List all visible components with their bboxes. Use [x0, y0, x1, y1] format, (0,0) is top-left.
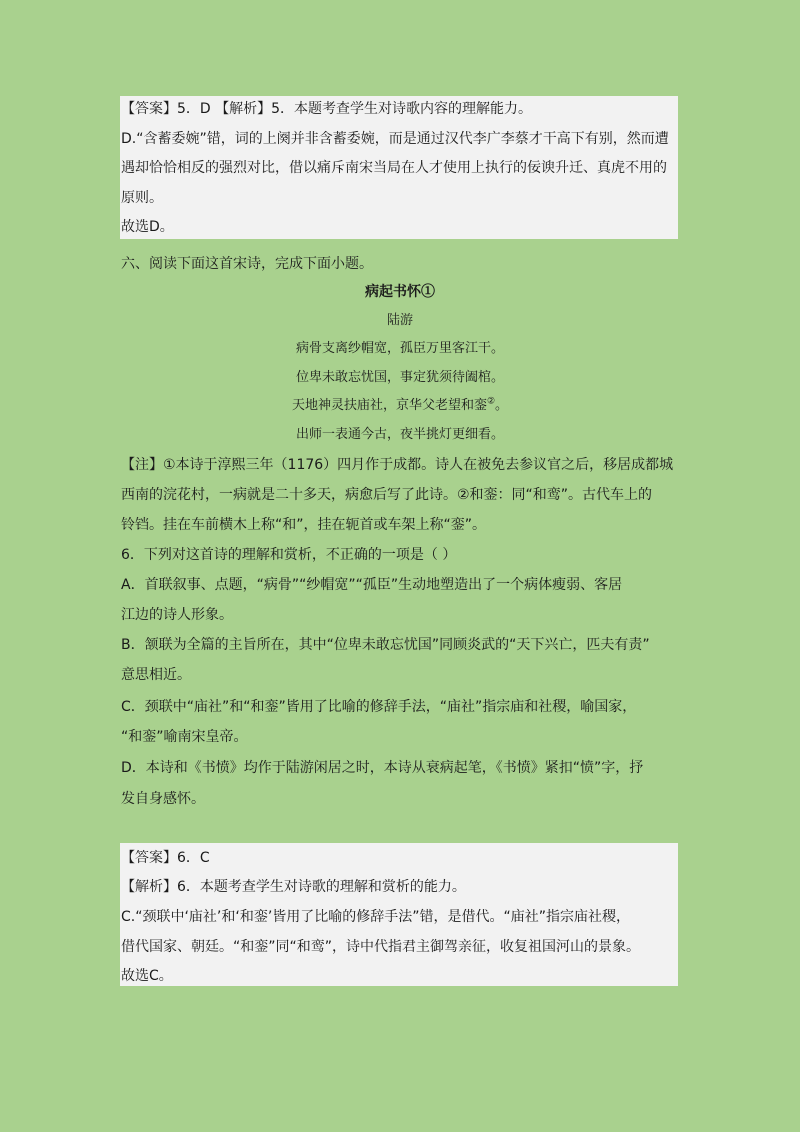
poem-title: 病起书怀① — [365, 284, 435, 300]
option-a-line2: 江边的诗人形象。 — [121, 607, 233, 623]
answer6-line2: 【解析】6．本题考查学生对诗歌的理解和赏析的能力。 — [121, 879, 466, 895]
section6-intro: 六、阅读下面这首宋诗，完成下面小题。 — [121, 256, 373, 272]
note-line-3: 铃铛。挂在车前横木上称“和”，挂在轭首或车架上称“銮”。 — [121, 517, 487, 533]
poem-line-3-text: 天地神灵扶庙社，京华父老望和銮 — [291, 398, 487, 413]
answer6-line1: 【答案】6．C — [121, 850, 210, 866]
answer5-line1: 【答案】5．D 【解析】5．本题考查学生对诗歌内容的理解能力。 — [121, 101, 533, 117]
option-c-line1: C．颈联中“庙社”和“和銮”皆用了比喻的修辞手法，“庙社”指宗庙和社稷，喻国家， — [121, 699, 637, 715]
poem-line-3 — [0, 396, 800, 416]
option-d-line1: D．本诗和《书愤》均作于陆游闲居之时，本诗从衰病起笔，《书愤》紧扣“愤”字，抒 — [121, 760, 644, 776]
poem-line-4: 出师一表通今古，夜半挑灯更细看。 — [295, 427, 504, 442]
question6-stem: 6．下列对这首诗的理解和赏析，不正确的一项是（ ） — [121, 547, 457, 563]
note-line-2: 西南的浣花村，一病就是二十多天，病愈后写了此诗。②和銮：同“和鸾”。古代车上的 — [121, 487, 653, 503]
poem-line-2: 位卑未敢忘忧国，事定犹须待阖棺。 — [295, 370, 504, 385]
answer6-line4: 借代国家、朝廷。“和銮”同“和鸾”，诗中代指君主御驾亲征，收复祖国河山的景象。 — [121, 939, 641, 955]
footnote-marker: ② — [486, 396, 496, 407]
poem-line-1: 病骨支离纱帽宽，孤臣万里客江干。 — [295, 341, 504, 356]
note-line-1: 【注】①本诗于淳熙三年（1176）四月作于成都。诗人在被免去参议官之后，移居成都城 — [121, 457, 674, 473]
answer5-line3: 遇却恰恰相反的强烈对比，借以痛斥南宋当局在人才使用上执行的佞谀升迁、真虎不用的 — [121, 160, 667, 176]
answer-box-5 — [120, 96, 678, 239]
answer5-line2: D.“含蓄委婉”错，词的上阕并非含蓄委婉，而是通过汉代李广李蔡才干高下有别，然而遭 — [121, 131, 669, 147]
option-a-line1: A．首联叙事、点题，“病骨”“纱帽宽”“孤臣”生动地塑造出了一个病体瘦弱、客居 — [121, 577, 623, 593]
poem-line-3-end: 。 — [495, 398, 509, 413]
answer-box-6 — [120, 843, 678, 986]
poem-author: 陆游 — [386, 313, 413, 328]
answer5-line5: 故选D。 — [121, 219, 174, 235]
answer6-line5: 故选C。 — [121, 968, 173, 984]
option-c-line2: “和銮”喻南宋皇帝。 — [121, 729, 248, 745]
answer5-line4: 原则。 — [121, 190, 163, 206]
option-b-line2: 意思相近。 — [121, 667, 191, 683]
answer6-line3: C.“颈联中‘庙社’和‘和銮’皆用了比喻的修辞手法”错，是借代。“庙社”指宗庙社稷， — [121, 909, 631, 925]
option-d-line2: 发自身感怀。 — [121, 791, 205, 807]
option-b-line1: B．颔联为全篇的主旨所在，其中“位卑未敢忘忧国”同顾炎武的“天下兴亡，匹夫有责” — [121, 637, 650, 653]
